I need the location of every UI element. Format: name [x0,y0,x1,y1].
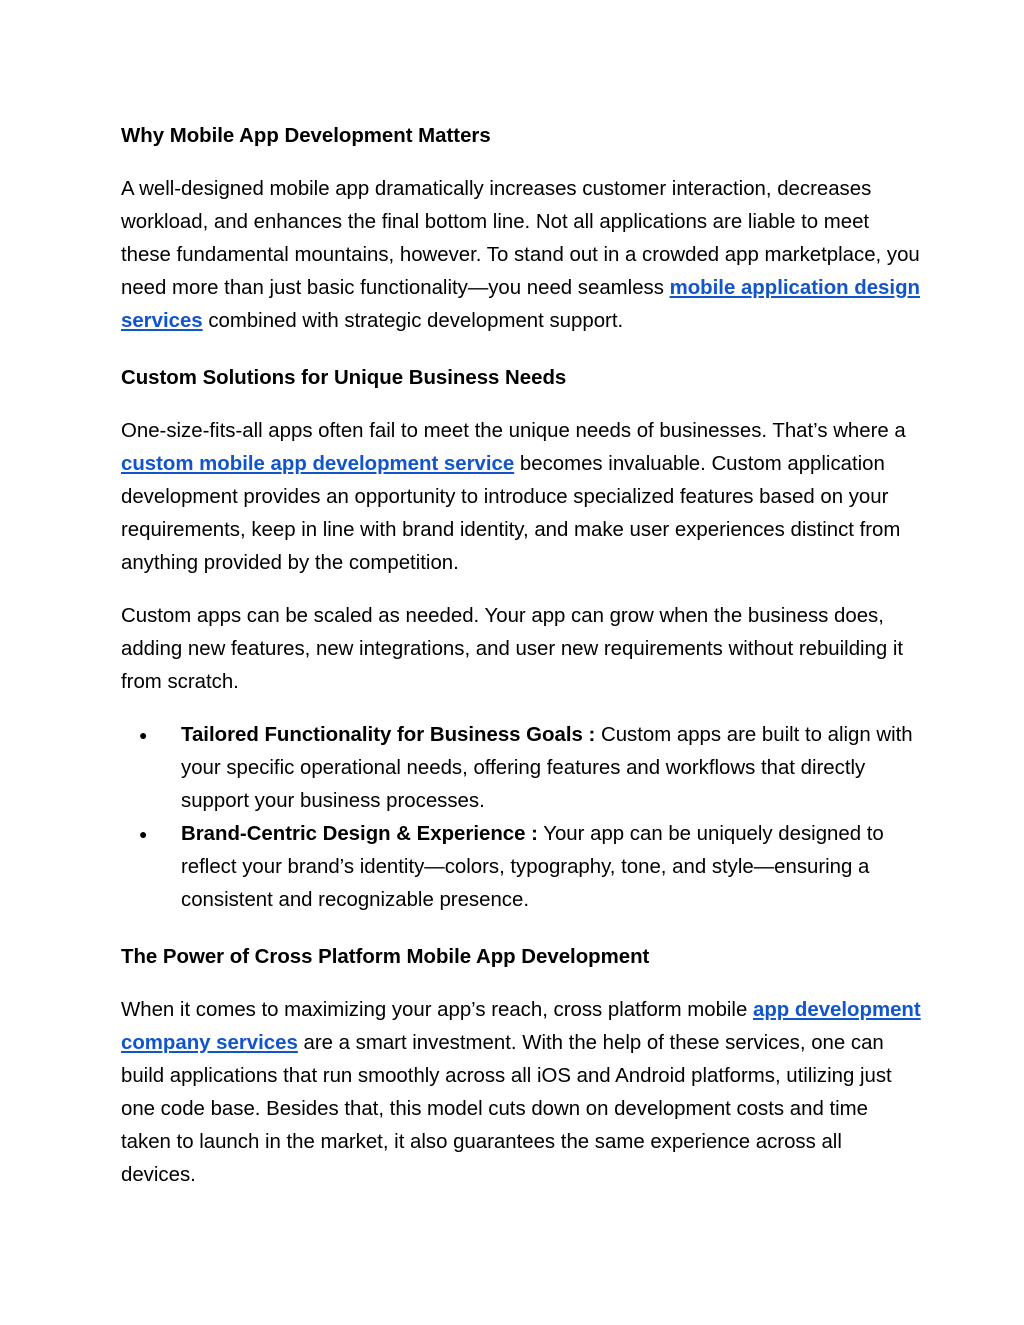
paragraph-text-tail: are a smart investment. With the help of these services, one can build applications that run smoothly across all iOS and Android platforms, utilizing just one code base. Besides that, this model cuts down on development costs and time taken to launch in the market, it also guarantees the same experience across all devices. [121,1032,892,1186]
bullet-title: Tailored Functionality for Business Goals : [181,724,596,746]
link-app-development-company-services[interactable]: app development company services [121,999,921,1054]
bullet-text: Custom apps are built to align with your specific operational needs, offering features and workflows that directly support your business processes. [181,724,913,812]
paragraph-text: One-size-fits-all apps often fail to meet the unique needs of businesses. That’s where a [121,420,906,442]
paragraph-cross-platform [121,994,921,1192]
paragraph-text: When it comes to maximizing your app’s reach, cross platform mobile [121,999,753,1021]
bullet-icon: ● [139,727,148,743]
bullet-title: Brand-Centric Design & Experience : [181,823,538,845]
link-custom-mobile-app-development-service[interactable]: custom mobile app development service [121,453,515,475]
paragraph-text-tail: combined with strategic development support. [202,310,624,332]
bullet-icon: ● [139,826,148,842]
paragraph-custom-solutions [121,415,921,580]
list-item [139,719,921,818]
bullet-text: Your app can be uniquely designed to reflect your brand’s identity—colors, typography, tone, and style—ensuring a consistent and recognizable presence. [181,823,884,911]
link-mobile-application-design-services[interactable]: mobile application design services [121,277,920,332]
section-heading-cross-platform: The Power of Cross Platform Mobile App Development [121,946,650,968]
document-body [121,120,921,1192]
section-heading-why-mobile: Why Mobile App Development Matters [121,125,491,147]
paragraph-why-mobile [121,173,921,338]
section-heading-custom-solutions: Custom Solutions for Unique Business Needs [121,367,567,389]
paragraph-custom-apps-scaled: Custom apps can be scaled as needed. Your app can grow when the business does, adding new features, new integrations, and user new requirements without rebuilding it from scratch. [121,605,904,693]
list-item [139,818,921,917]
paragraph-text-tail: becomes invaluable. Custom application development provides an opportunity to introduce specialized features based on your requirements, keep in line with brand identity, and make user experiences distinct from anything provided by the competition. [121,453,901,574]
bullet-list [121,719,921,917]
paragraph-text: A well-designed mobile app dramatically increases customer interaction, decreases workload, and enhances the final bottom line. Not all applications are liable to meet these fundamental mountains, however. To stand out in a crowded app marketplace, you need more than just basic functionality—you need seamless [121,178,920,299]
